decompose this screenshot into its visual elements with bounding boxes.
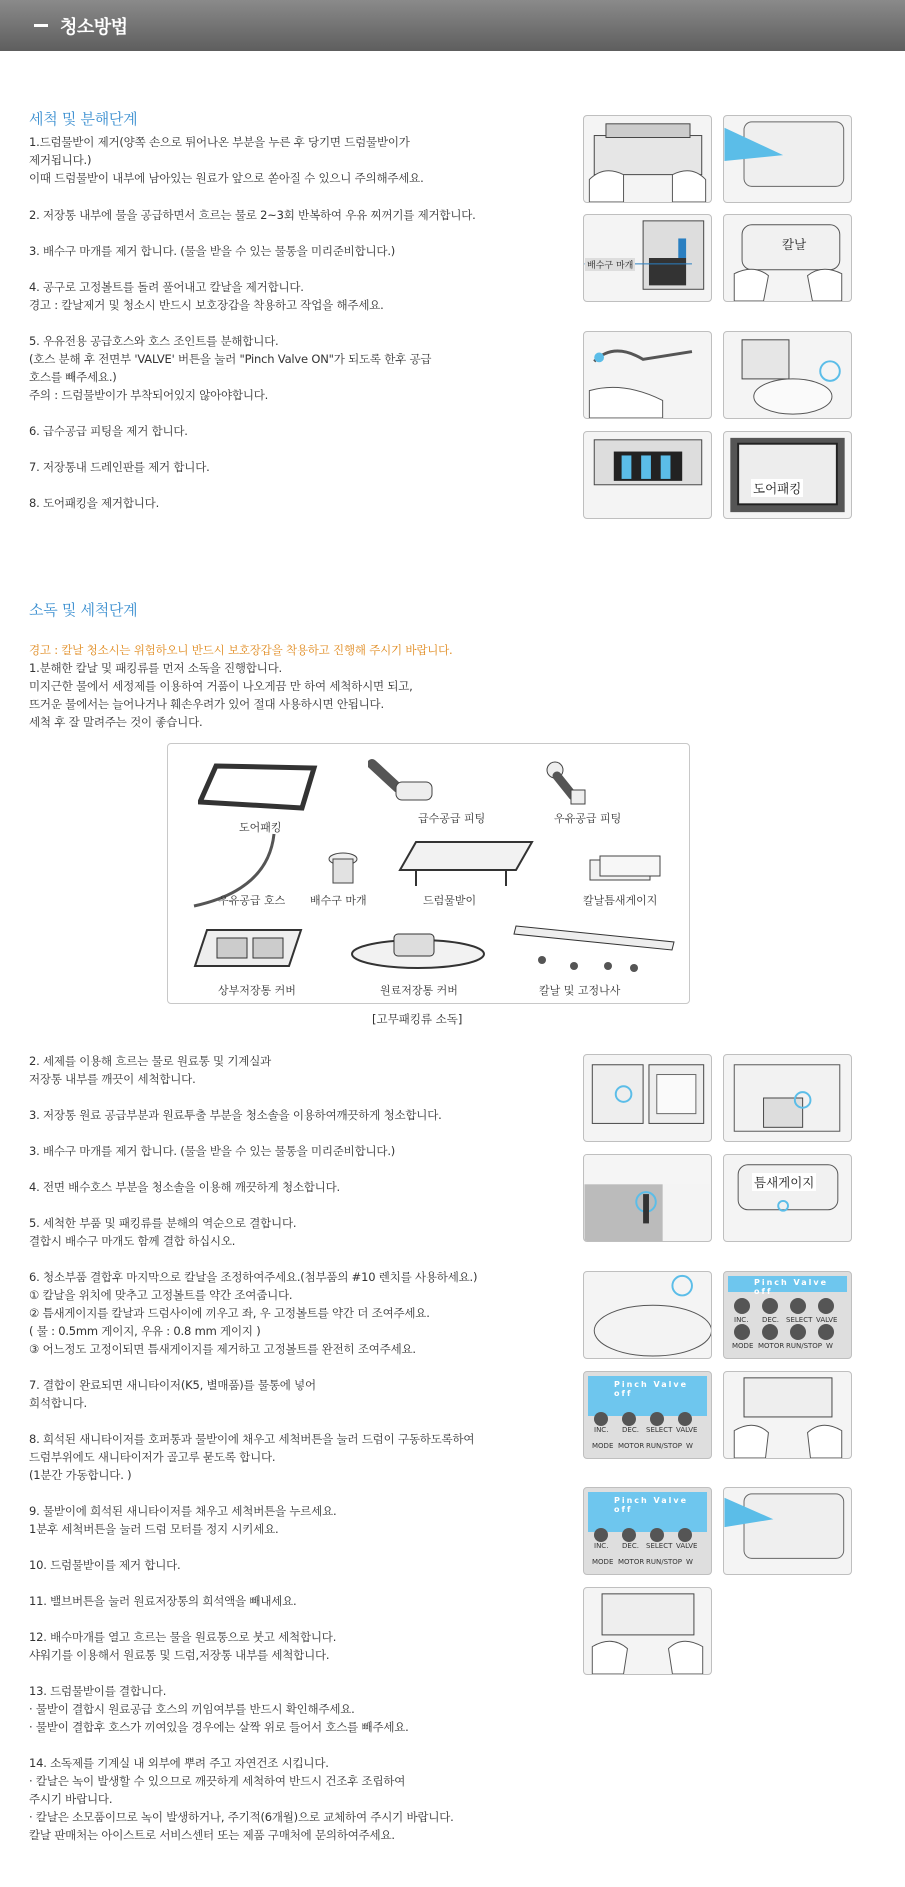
photo-drum-tray-attach bbox=[583, 1587, 712, 1675]
panel-keys: INC. DEC. SELECT VALVE MODE MOTOR RUN/STOP W bbox=[732, 1294, 847, 1352]
step-text: · 칼날은 소모품이므로 녹이 발생하거나, 주기적(6개월)으로 교체하여 주시기 바랍니다. bbox=[29, 1810, 454, 1824]
step-text: 6. 청소부품 결합후 마지막으로 칼날을 조정하여주세요.(첨부품의 #10 렌치를 사용하세요.) bbox=[29, 1270, 478, 1284]
part-label: 드럼물받이 bbox=[423, 894, 477, 907]
step-text: 7. 결합이 완료되면 새니타이저(K5, 별매품)를 물통에 넣어 bbox=[29, 1378, 316, 1392]
step-text: 2. 세제를 이용해 흐르는 물로 원료통 및 기계실과 bbox=[29, 1054, 272, 1068]
step-text: ② 틈새게이지를 칼날과 드럼사이에 끼우고 좌, 우 고정볼트를 약간 더 조여주세요. bbox=[29, 1306, 430, 1320]
photo-brush-clean bbox=[723, 1054, 852, 1142]
step-text: 주의 : 드럼물받이가 부착되어있지 않아야합니다. bbox=[29, 388, 269, 402]
photo-drum-tray-removal bbox=[583, 115, 712, 203]
part-drain-cap-icon bbox=[323, 849, 363, 889]
step-text: 결합시 배수구 마개도 함께 결합 하십시오. bbox=[29, 1234, 236, 1248]
page-title: 청소방법 bbox=[60, 17, 128, 38]
panel-banner: Pinch Valve off bbox=[588, 1376, 707, 1416]
part-upper-cover-icon bbox=[193, 926, 303, 972]
part-door-packing-icon bbox=[198, 762, 318, 812]
step-text: 1분후 세척버튼을 눌러 드럼 모터를 정지 시키세요. bbox=[29, 1522, 279, 1536]
panel-banner: Pinch Valve off bbox=[728, 1276, 847, 1292]
part-label: 원료저장통 커버 bbox=[380, 984, 458, 997]
header-dash-icon bbox=[34, 24, 48, 27]
step-text: 5. 우유전용 공급호스와 호스 조인트를 분해합니다. bbox=[29, 334, 279, 348]
step-text: 3. 배수구 마개를 제거 합니다. (물을 받을 수 있는 물통을 미리준비합니다.) bbox=[29, 244, 396, 258]
photo-label-gap-gauge: 틈새게이지 bbox=[754, 1175, 815, 1190]
step-text: 드럼부위에도 새니타이저가 골고루 묻도록 합니다. bbox=[29, 1450, 276, 1464]
photo-label-drain-cap: 배수구 마개 bbox=[585, 258, 635, 271]
step-text: 9. 물받이에 희석된 새니타이저를 채우고 세척버튼을 누르세요. bbox=[29, 1504, 337, 1518]
step-text: 10. 드럼물받이를 제거 합니다. bbox=[29, 1558, 181, 1572]
step-text: 주시기 바랍니다. bbox=[29, 1792, 113, 1806]
photo-drain-hose bbox=[583, 1154, 712, 1242]
photo-blade-removal bbox=[723, 214, 852, 302]
photo-tray-drain bbox=[723, 1487, 852, 1575]
photo-drum-tray-run bbox=[723, 1371, 852, 1459]
panel-keys: INC. DEC. SELECT VALVE MODE MOTOR RUN/STOP W bbox=[592, 1528, 707, 1568]
intro-text: 미지근한 물에서 세정제를 이용하여 거품이 나오게끔 만 하여 세척하시면 되고, bbox=[29, 679, 413, 693]
step-text: 이때 드럼물받이 내부에 남아있는 원료가 앞으로 쏟아질 수 있으니 주의해주세요. bbox=[29, 171, 424, 185]
step-text: 4. 전면 배수호스 부분을 청소솔을 이용해 깨끗하게 청소합니다. bbox=[29, 1180, 340, 1194]
intro-text: 1.분해한 칼날 및 패킹류를 먼저 소독을 진행합니다. bbox=[29, 661, 282, 675]
photo-label-blade: 칼날 bbox=[782, 237, 807, 252]
step-text: · 물받이 결합후 호스가 끼여있을 경우에는 살짝 위로 들어서 호스를 빼주세요. bbox=[29, 1720, 409, 1734]
step-text: 3. 배수구 마개를 제거 합니다. (물을 받을 수 있는 물통을 미리준비합니다.) bbox=[29, 1144, 396, 1158]
step-text: 13. 드럼물받이를 결합니다. bbox=[29, 1684, 167, 1698]
step-text: (호스 분해 후 전면부 'VALVE' 버튼을 눌러 "Pinch Valve ON"가 되도록 한후 공급 bbox=[29, 352, 432, 366]
parts-figure bbox=[167, 743, 690, 1004]
step-text: ③ 어느정도 고정이되면 틈새게이지를 제거하고 고정볼트를 완전히 조여주세요. bbox=[29, 1342, 416, 1356]
part-label: 칼날틈새게이지 bbox=[583, 894, 658, 907]
photo-door-packing bbox=[723, 431, 852, 519]
photo-water-fitting bbox=[723, 331, 852, 419]
page-header bbox=[0, 0, 905, 51]
photo-hose-disassembly bbox=[583, 331, 712, 419]
part-label: 우유공급 호스 bbox=[218, 894, 286, 907]
part-label: 상부저장통 커버 bbox=[218, 984, 296, 997]
step-text: 8. 도어패킹을 제거합니다. bbox=[29, 496, 160, 510]
step-text: 저장통 내부를 깨끗이 세척합니다. bbox=[29, 1072, 196, 1086]
step-text: 호스를 빼주세요.) bbox=[29, 370, 117, 384]
step-text: 5. 세척한 부품 및 패킹류를 분해의 역순으로 결합니다. bbox=[29, 1216, 297, 1230]
panel-banner: Pinch Valve off bbox=[588, 1492, 707, 1532]
step-text: 희석합니다. bbox=[29, 1396, 87, 1410]
control-panel-image bbox=[583, 1487, 712, 1575]
step-text: 경고 : 칼날제거 및 청소시 반드시 보호장갑을 착용하고 작업을 해주세요. bbox=[29, 298, 384, 312]
part-blade-screws-icon bbox=[508, 922, 678, 978]
step-text: 칼날 판매처는 아이스트로 서비스센터 또는 제품 구매처에 문의하여주세요. bbox=[29, 1828, 395, 1842]
step-text: ① 칼날을 위치에 맞추고 고정볼트를 약간 조여줍니다. bbox=[29, 1288, 293, 1302]
step-text: 12. 배수마개를 열고 흐르는 물을 원료통으로 붓고 세척합니다. bbox=[29, 1630, 337, 1644]
step-text: 샤워기를 이용해서 원료통 및 드럼,저장통 내부를 세척합니다. bbox=[29, 1648, 330, 1662]
part-label: 도어패킹 bbox=[239, 821, 282, 834]
photo-storage-rinse bbox=[723, 115, 852, 203]
step-text: · 물받이 결합시 원료공급 호스의 끼임여부를 반드시 확인해주세요. bbox=[29, 1702, 355, 1716]
photo-gap-gauge bbox=[723, 1154, 852, 1242]
step-text: 3. 저장통 원료 공급부분과 원료투출 부분을 청소솔을 이용하여깨끗하게 청소합니다. bbox=[29, 1108, 442, 1122]
step-text: ( 물 : 0.5mm 게이지, 우유 : 0.8 mm 게이지 ) bbox=[29, 1324, 261, 1338]
intro-text: 세척 후 잘 말려주는 것이 좋습니다. bbox=[29, 715, 203, 729]
step-text: 11. 밸브버튼을 눌러 원료저장통의 희석액을 빼내세요. bbox=[29, 1594, 297, 1608]
photo-tank-wash bbox=[583, 1054, 712, 1142]
control-panel-image bbox=[723, 1271, 852, 1359]
section-title-disassembly: 세척 및 분해단계 bbox=[29, 110, 138, 128]
step-text: 4. 공구로 고정볼트를 돌려 풀어내고 칼날을 제거합니다. bbox=[29, 280, 304, 294]
step-text: · 칼날은 녹이 발생할 수 있으므로 깨끗하게 세척하여 반드시 건조후 조립하여 bbox=[29, 1774, 406, 1788]
part-water-fitting-icon bbox=[368, 758, 438, 808]
figure-caption: [고무패킹류 소독] bbox=[372, 1012, 463, 1026]
part-ingredient-cover-icon bbox=[348, 926, 488, 972]
part-label: 급수공급 피팅 bbox=[418, 812, 486, 825]
part-milk-fitting-icon bbox=[543, 758, 593, 808]
photo-label-door-packing: 도어패킹 bbox=[753, 481, 802, 496]
step-text: 1.드럼물받이 제거(양쪽 손으로 튀어나온 부분을 누른 후 당기면 드럼물받이가 bbox=[29, 135, 410, 149]
panel-keys: INC. DEC. SELECT VALVE MODE MOTOR RUN/STOP W bbox=[592, 1412, 707, 1452]
section-title-sanitize: 소독 및 세척단계 bbox=[29, 601, 138, 619]
warning-text: 경고 : 칼날 청소시는 위험하오니 반드시 보호장갑을 착용하고 진행해 주시기 바랍니다. bbox=[29, 643, 453, 657]
part-label: 배수구 마개 bbox=[310, 894, 367, 907]
step-text: 7. 저장통내 드레인판를 제거 합니다. bbox=[29, 460, 210, 474]
step-text: 제거됩니다.) bbox=[29, 153, 92, 167]
step-text: 2. 저장통 내부에 물을 공급하면서 흐르는 물로 2~3회 반복하여 우유 찌꺼기를 제거합니다. bbox=[29, 208, 476, 222]
part-gap-gauge-icon bbox=[588, 854, 668, 884]
photo-drain-plate bbox=[583, 431, 712, 519]
photo-drain-cap bbox=[583, 214, 712, 302]
part-label: 칼날 및 고정나사 bbox=[539, 984, 621, 997]
control-panel-image bbox=[583, 1371, 712, 1459]
photo-blade-adjust bbox=[583, 1271, 712, 1359]
step-text: 6. 급수공급 피팅을 제거 합니다. bbox=[29, 424, 188, 438]
step-text: (1분간 가동합니다. ) bbox=[29, 1468, 132, 1482]
intro-text: 뜨거운 물에서는 늘어나거나 훼손우려가 있어 절대 사용하시면 안됩니다. bbox=[29, 697, 384, 711]
part-drum-tray-icon bbox=[396, 836, 536, 891]
part-label: 우유공급 피팅 bbox=[554, 812, 622, 825]
step-text: 8. 희석된 새니타이저를 호퍼통과 물받이에 채우고 세척버튼을 눌러 드럼이 구동하도록하여 bbox=[29, 1432, 475, 1446]
step-text: 14. 소독제를 기계실 내 외부에 뿌려 주고 자연건조 시킵니다. bbox=[29, 1756, 329, 1770]
